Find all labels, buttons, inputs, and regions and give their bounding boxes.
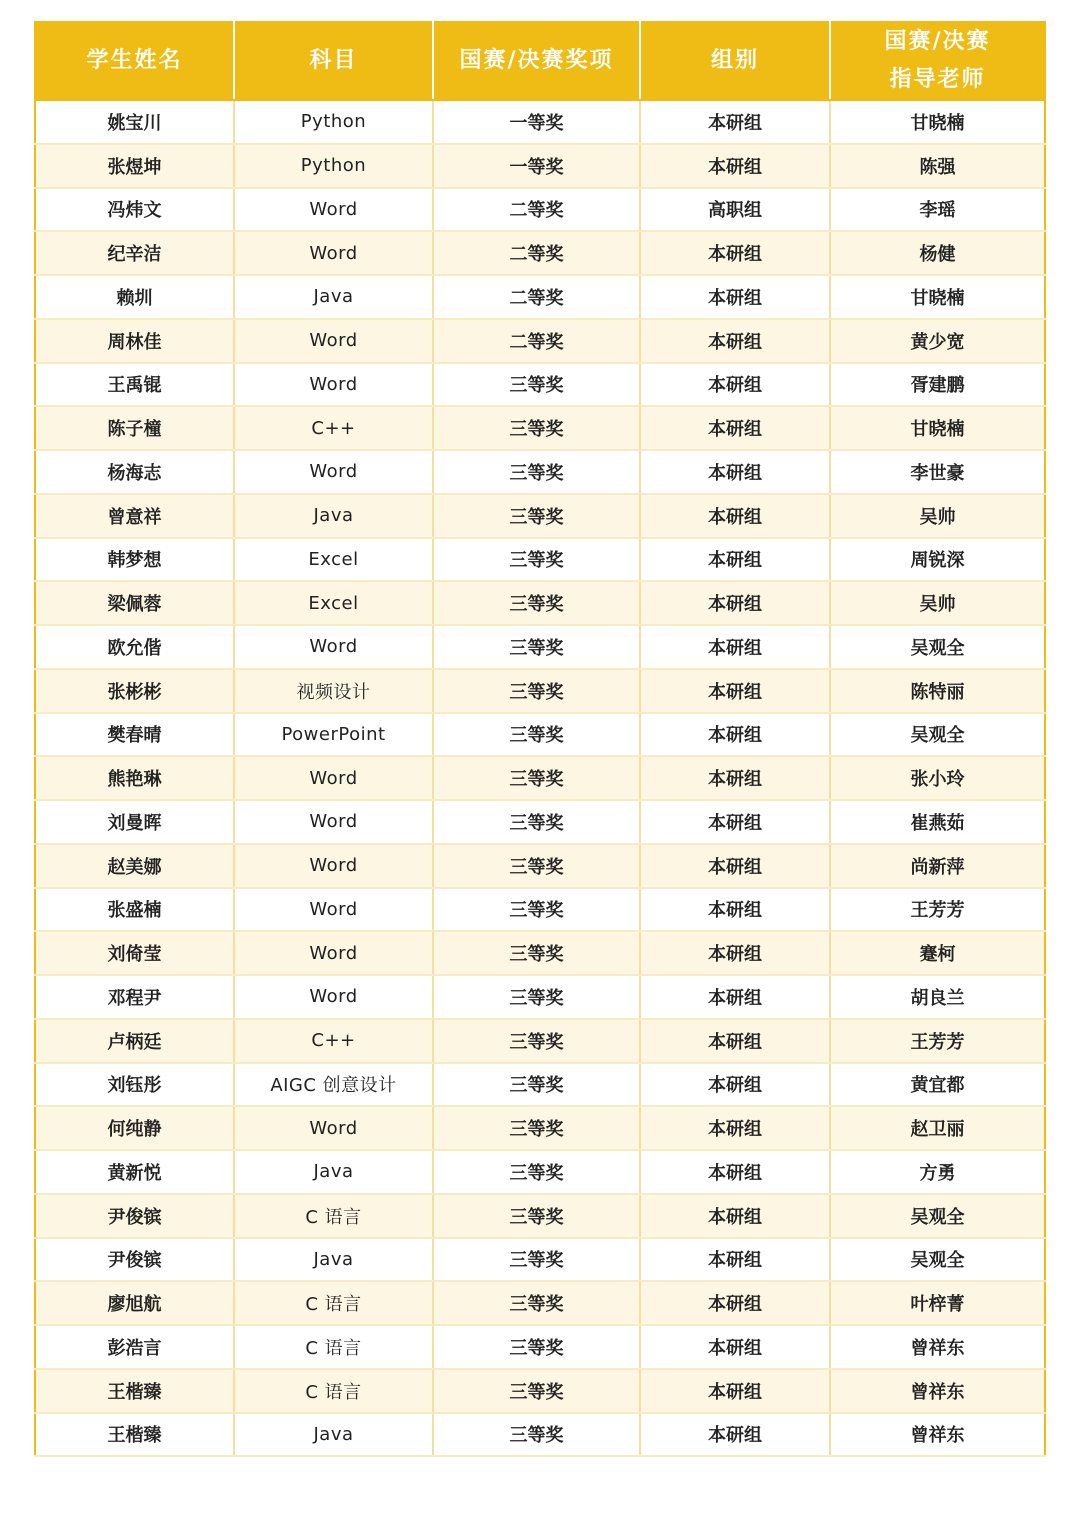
award-winners-table: [34, 21, 1046, 1457]
subject-cell: Java: [234, 1413, 433, 1457]
award-cell: 三等奖: [433, 975, 640, 1019]
group-cell: 本研组: [640, 363, 830, 407]
student-name-cell: 邓程尹: [35, 975, 234, 1019]
table-row: [35, 406, 1045, 450]
subject-cell: C 语言: [234, 1325, 433, 1369]
advisor-cell: 吴观全: [830, 1194, 1045, 1238]
group-cell: 本研组: [640, 888, 830, 932]
header-subject: 科目: [234, 22, 433, 100]
group-cell: 本研组: [640, 1106, 830, 1150]
table-row: [35, 1019, 1045, 1063]
advisor-cell: 李世豪: [830, 450, 1045, 494]
student-name-cell: 纪辛洁: [35, 231, 234, 275]
table-row: [35, 275, 1045, 319]
header-row: [35, 22, 1045, 100]
table-row: [35, 1325, 1045, 1369]
table-row: [35, 1150, 1045, 1194]
award-cell: 三等奖: [433, 1413, 640, 1457]
group-cell: 本研组: [640, 406, 830, 450]
subject-cell: 视频设计: [234, 669, 433, 713]
table-row: [35, 538, 1045, 582]
advisor-cell: 吴帅: [830, 581, 1045, 625]
award-cell: 三等奖: [433, 1238, 640, 1282]
table-row: [35, 1369, 1045, 1413]
award-cell: 三等奖: [433, 1063, 640, 1107]
award-cell: 三等奖: [433, 888, 640, 932]
award-cell: 三等奖: [433, 538, 640, 582]
award-cell: 二等奖: [433, 319, 640, 363]
subject-cell: C 语言: [234, 1194, 433, 1238]
student-name-cell: 王禹锟: [35, 363, 234, 407]
advisor-cell: 王芳芳: [830, 888, 1045, 932]
group-cell: 本研组: [640, 625, 830, 669]
advisor-cell: 甘晓楠: [830, 100, 1045, 144]
advisor-cell: 黄宜都: [830, 1063, 1045, 1107]
table-row: [35, 800, 1045, 844]
student-name-cell: 冯炜文: [35, 188, 234, 232]
student-name-cell: 彭浩言: [35, 1325, 234, 1369]
student-name-cell: 张煜坤: [35, 144, 234, 188]
table-row: [35, 1238, 1045, 1282]
table-row: [35, 363, 1045, 407]
advisor-cell: 王芳芳: [830, 1019, 1045, 1063]
advisor-cell: 陈强: [830, 144, 1045, 188]
advisor-cell: 黄少宽: [830, 319, 1045, 363]
award-cell: 三等奖: [433, 800, 640, 844]
group-cell: 本研组: [640, 669, 830, 713]
group-cell: 本研组: [640, 975, 830, 1019]
award-cell: 三等奖: [433, 1194, 640, 1238]
table-row: [35, 319, 1045, 363]
subject-cell: PowerPoint: [234, 713, 433, 757]
student-name-cell: 熊艳琳: [35, 756, 234, 800]
advisor-cell: 叶梓菁: [830, 1281, 1045, 1325]
award-cell: 三等奖: [433, 844, 640, 888]
table-row: [35, 844, 1045, 888]
group-cell: 本研组: [640, 1369, 830, 1413]
table-row: [35, 581, 1045, 625]
group-cell: 本研组: [640, 581, 830, 625]
student-name-cell: 尹俊镔: [35, 1238, 234, 1282]
student-name-cell: 张盛楠: [35, 888, 234, 932]
advisor-cell: 杨健: [830, 231, 1045, 275]
table-row: [35, 450, 1045, 494]
advisor-cell: 曾祥东: [830, 1413, 1045, 1457]
award-cell: 三等奖: [433, 406, 640, 450]
subject-cell: Python: [234, 100, 433, 144]
group-cell: 本研组: [640, 319, 830, 363]
group-cell: 本研组: [640, 450, 830, 494]
subject-cell: Java: [234, 1238, 433, 1282]
subject-cell: Excel: [234, 581, 433, 625]
award-cell: 二等奖: [433, 231, 640, 275]
subject-cell: Java: [234, 1150, 433, 1194]
group-cell: 本研组: [640, 275, 830, 319]
advisor-cell: 吴观全: [830, 625, 1045, 669]
table-row: [35, 1106, 1045, 1150]
advisor-cell: 崔燕茹: [830, 800, 1045, 844]
advisor-cell: 吴观全: [830, 1238, 1045, 1282]
award-cell: 三等奖: [433, 363, 640, 407]
subject-cell: Word: [234, 844, 433, 888]
award-cell: 三等奖: [433, 1106, 640, 1150]
student-name-cell: 陈子橦: [35, 406, 234, 450]
advisor-cell: 赵卫丽: [830, 1106, 1045, 1150]
advisor-cell: 方勇: [830, 1150, 1045, 1194]
student-name-cell: 刘钰彤: [35, 1063, 234, 1107]
table-body: [35, 100, 1045, 1456]
student-name-cell: 姚宝川: [35, 100, 234, 144]
group-cell: 本研组: [640, 144, 830, 188]
student-name-cell: 王楷臻: [35, 1413, 234, 1457]
header-advisor-line-1: 国赛/决赛: [884, 29, 991, 54]
advisor-cell: 甘晓楠: [830, 275, 1045, 319]
group-cell: 本研组: [640, 1413, 830, 1457]
subject-cell: Word: [234, 625, 433, 669]
advisor-cell: 陈特丽: [830, 669, 1045, 713]
header-student-name: 学生姓名: [35, 22, 234, 100]
header-award: 国赛/决赛奖项: [433, 22, 640, 100]
award-cell: 三等奖: [433, 713, 640, 757]
award-cell: 三等奖: [433, 1281, 640, 1325]
table-row: [35, 713, 1045, 757]
advisor-cell: 张小玲: [830, 756, 1045, 800]
award-cell: 一等奖: [433, 100, 640, 144]
subject-cell: Word: [234, 756, 433, 800]
award-cell: 三等奖: [433, 669, 640, 713]
group-cell: 高职组: [640, 188, 830, 232]
student-name-cell: 梁佩蓉: [35, 581, 234, 625]
student-name-cell: 刘曼晖: [35, 800, 234, 844]
group-cell: 本研组: [640, 844, 830, 888]
table-row: [35, 756, 1045, 800]
table-row: [35, 1281, 1045, 1325]
advisor-cell: 曾祥东: [830, 1325, 1045, 1369]
student-name-cell: 黄新悦: [35, 1150, 234, 1194]
group-cell: 本研组: [640, 800, 830, 844]
advisor-cell: 吴观全: [830, 713, 1045, 757]
subject-cell: C 语言: [234, 1281, 433, 1325]
student-name-cell: 周林佳: [35, 319, 234, 363]
subject-cell: Excel: [234, 538, 433, 582]
table-row: [35, 888, 1045, 932]
award-cell: 三等奖: [433, 494, 640, 538]
group-cell: 本研组: [640, 100, 830, 144]
group-cell: 本研组: [640, 1238, 830, 1282]
award-cell: 三等奖: [433, 1019, 640, 1063]
subject-cell: Word: [234, 1106, 433, 1150]
student-name-cell: 曾意祥: [35, 494, 234, 538]
table-row: [35, 931, 1045, 975]
header-group: 组别: [640, 22, 830, 100]
group-cell: 本研组: [640, 1325, 830, 1369]
group-cell: 本研组: [640, 1281, 830, 1325]
student-name-cell: 樊春晴: [35, 713, 234, 757]
subject-cell: Java: [234, 494, 433, 538]
award-cell: 二等奖: [433, 188, 640, 232]
advisor-cell: 蹇柯: [830, 931, 1045, 975]
student-name-cell: 张彬彬: [35, 669, 234, 713]
header-advisor: [830, 22, 1045, 100]
subject-cell: C 语言: [234, 1369, 433, 1413]
table-row: [35, 144, 1045, 188]
student-name-cell: 韩梦想: [35, 538, 234, 582]
subject-cell: AIGC 创意设计: [234, 1063, 433, 1107]
group-cell: 本研组: [640, 1063, 830, 1107]
advisor-cell: 李瑶: [830, 188, 1045, 232]
award-cell: 三等奖: [433, 581, 640, 625]
award-cell: 三等奖: [433, 931, 640, 975]
group-cell: 本研组: [640, 1150, 830, 1194]
award-cell: 三等奖: [433, 450, 640, 494]
subject-cell: Word: [234, 188, 433, 232]
award-cell: 三等奖: [433, 1325, 640, 1369]
subject-cell: Java: [234, 275, 433, 319]
subject-cell: Word: [234, 931, 433, 975]
group-cell: 本研组: [640, 1194, 830, 1238]
subject-cell: C++: [234, 406, 433, 450]
table-row: [35, 100, 1045, 144]
table-row: [35, 231, 1045, 275]
student-name-cell: 廖旭航: [35, 1281, 234, 1325]
table-header: [35, 22, 1045, 100]
advisor-cell: 吴帅: [830, 494, 1045, 538]
subject-cell: Python: [234, 144, 433, 188]
student-name-cell: 王楷臻: [35, 1369, 234, 1413]
advisor-cell: 甘晓楠: [830, 406, 1045, 450]
advisor-cell: 尚新萍: [830, 844, 1045, 888]
group-cell: 本研组: [640, 231, 830, 275]
subject-cell: Word: [234, 450, 433, 494]
subject-cell: C++: [234, 1019, 433, 1063]
student-name-cell: 何纯静: [35, 1106, 234, 1150]
student-name-cell: 杨海志: [35, 450, 234, 494]
table-row: [35, 1194, 1045, 1238]
award-cell: 三等奖: [433, 1369, 640, 1413]
student-name-cell: 欧允偕: [35, 625, 234, 669]
award-cell: 二等奖: [433, 275, 640, 319]
student-name-cell: 赵美娜: [35, 844, 234, 888]
student-name-cell: 刘倚莹: [35, 931, 234, 975]
table-row: [35, 494, 1045, 538]
award-cell: 一等奖: [433, 144, 640, 188]
table-row: [35, 188, 1045, 232]
table-row: [35, 975, 1045, 1019]
header-advisor-line-2: 指导老师: [889, 67, 986, 92]
subject-cell: Word: [234, 319, 433, 363]
table-row: [35, 669, 1045, 713]
subject-cell: Word: [234, 231, 433, 275]
table-row: [35, 1413, 1045, 1457]
subject-cell: Word: [234, 888, 433, 932]
advisor-cell: 胡良兰: [830, 975, 1045, 1019]
student-name-cell: 赖圳: [35, 275, 234, 319]
group-cell: 本研组: [640, 1019, 830, 1063]
table-row: [35, 1063, 1045, 1107]
student-name-cell: 卢柄廷: [35, 1019, 234, 1063]
advisor-cell: 胥建鹏: [830, 363, 1045, 407]
table-row: [35, 625, 1045, 669]
subject-cell: Word: [234, 800, 433, 844]
award-cell: 三等奖: [433, 625, 640, 669]
group-cell: 本研组: [640, 713, 830, 757]
advisor-cell: 周锐深: [830, 538, 1045, 582]
group-cell: 本研组: [640, 756, 830, 800]
subject-cell: Word: [234, 363, 433, 407]
group-cell: 本研组: [640, 538, 830, 582]
award-cell: 三等奖: [433, 756, 640, 800]
student-name-cell: 尹俊镔: [35, 1194, 234, 1238]
subject-cell: Word: [234, 975, 433, 1019]
group-cell: 本研组: [640, 931, 830, 975]
group-cell: 本研组: [640, 494, 830, 538]
advisor-cell: 曾祥东: [830, 1369, 1045, 1413]
award-cell: 三等奖: [433, 1150, 640, 1194]
